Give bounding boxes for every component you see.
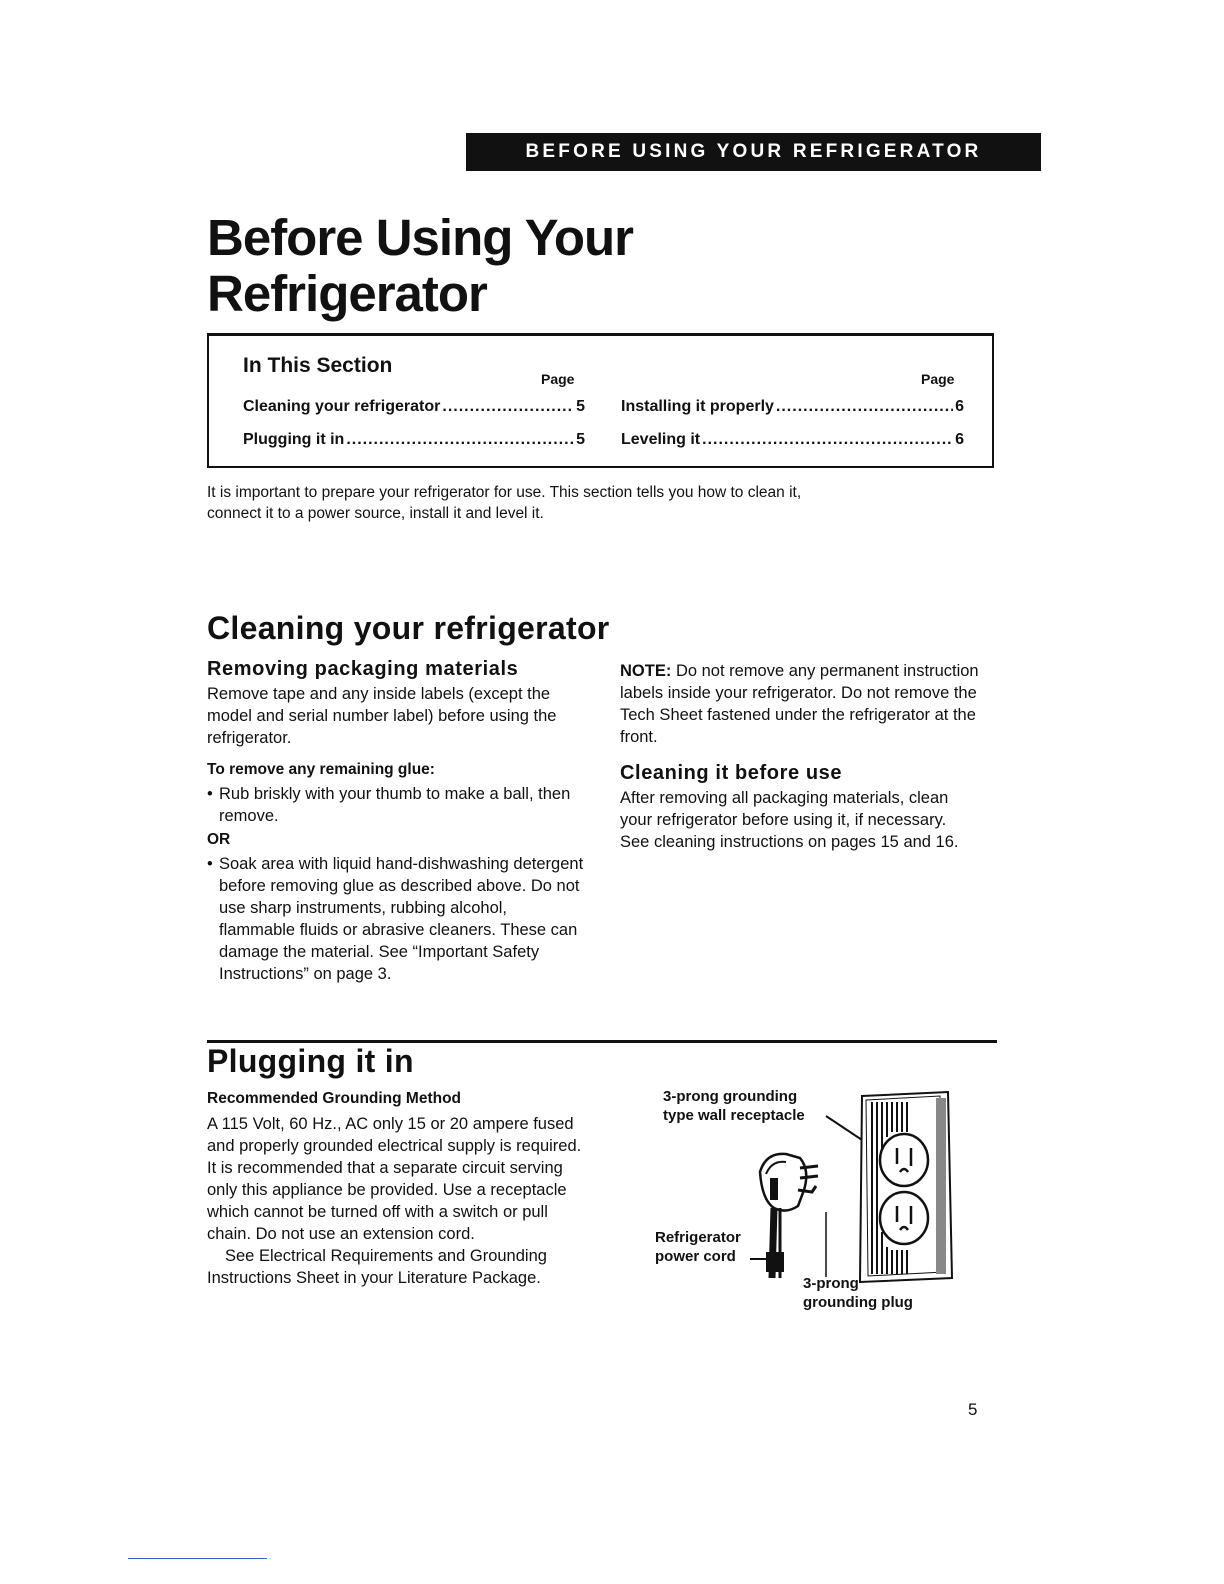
glue-bullet-2 (207, 853, 585, 985)
toc-heading: In This Section (243, 354, 393, 377)
plugging-left-column (207, 1090, 592, 1289)
toc-entry-page: 6 (955, 398, 964, 415)
toc-leader-dots (442, 398, 574, 416)
toc-entry-page: 6 (955, 431, 964, 448)
toc-entry-cleaning[interactable] (243, 398, 585, 416)
before-use-text: After removing all packaging materials, clean your refrigerator before using it, if necessary. See cleaning instructions on pages 15 and 16. (620, 789, 959, 851)
bullet-mark: • (207, 855, 213, 873)
toc-page-label-left: Page (541, 371, 575, 387)
power-cord-icon (766, 1208, 784, 1278)
bullet-text: Soak area with liquid hand-dishwashing detergent before removing glue as described above. Do not use sharp instruments, rubbing alcohol, flammable fluids or abrasive cleaners. These can damage the material. See “Important Safety Instructions” on page 3. (219, 855, 584, 983)
cleaning-left-column (207, 658, 592, 985)
or-label: OR (207, 831, 231, 848)
toc-entry-installing[interactable] (621, 398, 964, 416)
packaging-subtitle: Removing packaging materials (207, 658, 519, 680)
in-this-section-box (207, 333, 994, 468)
toc-page-label-right: Page (921, 371, 955, 387)
page-number: 5 (968, 1400, 978, 1419)
toc-entry-label: Cleaning your refrigerator (243, 398, 441, 415)
bullet-text: Rub briskly with your thumb to make a ball, then remove. (219, 785, 571, 825)
intro-line1: It is important to prepare your refrigerator for use. This section tells you how to clean it, (207, 484, 802, 501)
receptacle-label-line2: type wall receptacle (663, 1107, 805, 1124)
toc-leader-dots (776, 398, 953, 416)
page-title-line1: Before Using Your (207, 209, 634, 266)
toc-entry-label: Plugging it in (243, 431, 345, 448)
receptacle-top-icon (880, 1134, 928, 1186)
toc-leader-dots (346, 431, 574, 449)
toc-leader-dots (702, 431, 953, 449)
bullet-mark: • (207, 785, 213, 803)
toc-entry-plugging[interactable] (243, 431, 585, 449)
toc-entry-label: Installing it properly (621, 398, 774, 415)
toc-entry-page: 5 (576, 398, 585, 415)
grounding-paragraph-1: A 115 Volt, 60 Hz., AC only 15 or 20 ampere fused and properly grounded electrical supply is required. It is recommended that a separate circuit serving only this appliance be provided. Use a receptacle which cannot be turned off with a switch or pull chain. Do not use an extension cord. (207, 1115, 582, 1243)
power-cord-label-line1: Refrigerator (655, 1229, 741, 1246)
glue-subtitle: To remove any remaining glue: (207, 761, 435, 778)
power-cord-label-line2: power cord (655, 1248, 736, 1265)
grounding-paragraph-2: See Electrical Requirements and Grounding Instructions Sheet in your Literature Package. (207, 1247, 547, 1287)
toc-entry-label: Leveling it (621, 431, 701, 448)
plug-label-line2: grounding plug (803, 1294, 913, 1311)
intro-paragraph (207, 482, 997, 524)
cleaning-right-column (620, 660, 1000, 853)
page-title (207, 210, 633, 322)
cleaning-section-title: Cleaning your refrigerator (207, 610, 610, 646)
plugging-section-title: Plugging it in (207, 1043, 414, 1079)
packaging-text: Remove tape and any inside labels (except the model and serial number label) before using the refrigerator. (207, 685, 557, 747)
footer-line (128, 1558, 267, 1559)
receptacle-bottom-icon (880, 1192, 928, 1244)
before-use-subtitle: Cleaning it before use (620, 762, 843, 784)
note-label: NOTE: (620, 662, 672, 680)
toc-entry-leveling[interactable] (621, 431, 964, 449)
grounding-plug-icon (760, 1154, 818, 1211)
grounding-method-subtitle: Recommended Grounding Method (207, 1090, 462, 1107)
outlet-illustration (640, 1082, 980, 1322)
intro-line2: connect it to a power source, install it and level it. (207, 505, 544, 522)
note-paragraph (620, 660, 1000, 748)
grounding-figure (640, 1082, 980, 1322)
page-title-line2: Refrigerator (207, 265, 487, 322)
note-text: Do not remove any permanent instruction labels inside your refrigerator. Do not remove the Tech Sheet fastened under the refrigerator at the front. (620, 662, 979, 746)
toc-entry-page: 5 (576, 431, 585, 448)
section-banner: BEFORE USING YOUR REFRIGERATOR (466, 133, 1041, 171)
glue-bullet-1 (207, 783, 592, 827)
receptacle-label-line1: 3-prong grounding (663, 1088, 798, 1105)
plug-label-line1: 3-prong (803, 1275, 859, 1292)
